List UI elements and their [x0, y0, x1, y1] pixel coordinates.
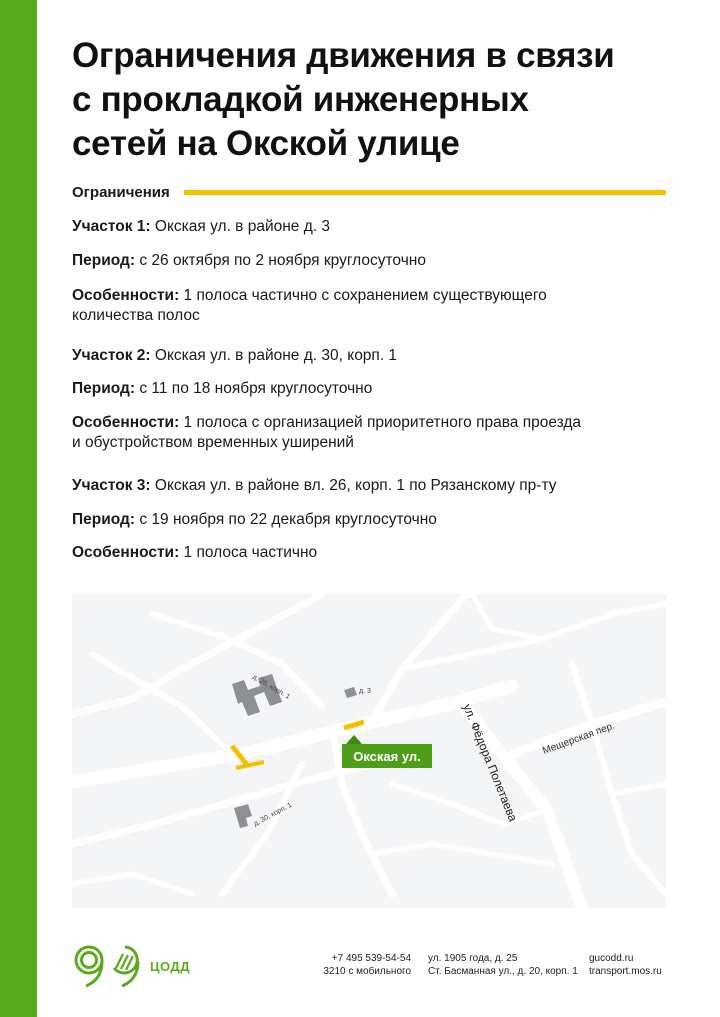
restriction-segment-2-cap — [236, 762, 264, 768]
features-2-line-2: и обустройством временных уширений — [72, 434, 354, 451]
features-2-row — [72, 413, 652, 453]
site-link-1[interactable]: gucodd.ru — [589, 953, 634, 964]
period-3-row — [72, 510, 652, 530]
left-green-stripe — [0, 0, 37, 1017]
map-labels — [251, 674, 616, 828]
codd-logo — [72, 944, 190, 988]
building-3-label: д. 3 — [359, 688, 371, 695]
features-3-row — [72, 543, 652, 563]
features-1-line-1: 1 полоса частично с сохранением существующего — [183, 287, 547, 304]
features-2-label: Особенности: — [72, 414, 180, 431]
features-1-label: Особенности: — [72, 287, 180, 304]
building-30-label: д. 30, корп. 1 — [252, 801, 294, 828]
segment-1-value: Окская ул. в районе д. 3 — [154, 218, 331, 235]
logo-nine-icon — [72, 944, 108, 988]
segment-2-value: Окская ул. в районе д. 30, корп. 1 — [154, 347, 398, 364]
address-line-2: Ст. Басманная ул., д. 20, корп. 1 — [428, 966, 578, 977]
features-3-label: Особенности: — [72, 544, 180, 561]
period-3-label: Период: — [72, 511, 136, 528]
period-1-label: Период: — [72, 252, 136, 269]
features-2-line-1: 1 полоса с организацией приоритетного права проезда — [183, 414, 582, 431]
period-2-label: Период: — [72, 380, 136, 397]
site-link-2[interactable]: transport.mos.ru — [589, 966, 662, 977]
section-label: Ограничения — [72, 184, 170, 201]
okskaya-road — [72, 686, 512, 782]
tag-pointer — [346, 735, 362, 744]
footer-phone — [321, 952, 411, 978]
features-3-line-1: 1 полоса частично — [183, 544, 318, 561]
poletaeva-label: ул. Фёдора Полетаева — [460, 701, 521, 824]
period-2-row — [72, 379, 652, 399]
segment-3-row — [72, 476, 652, 496]
building-30-shape — [234, 804, 252, 828]
period-2-value: с 11 по 18 ноября круглосуточно — [139, 380, 373, 397]
title-line-1: Ограничения движения в связи — [72, 36, 615, 75]
features-1-row — [72, 286, 652, 326]
period-1-row — [72, 251, 652, 271]
phone-line-2: 3210 с мобильного — [323, 966, 411, 977]
footer-sites — [589, 952, 662, 978]
street-map — [72, 594, 666, 908]
section-rule — [184, 190, 666, 195]
period-1-value: с 26 октября по 2 ноября круглосуточно — [139, 252, 426, 269]
segment-2-label: Участок 2: — [72, 347, 151, 364]
footer — [0, 940, 720, 1000]
footer-address — [428, 952, 578, 978]
segment-1-row — [72, 217, 652, 237]
page-title — [72, 34, 692, 166]
map-canvas — [72, 594, 666, 908]
okskaya-street-tag — [342, 735, 432, 768]
okskaya-label: Окская ул. — [353, 749, 421, 764]
section-header — [72, 184, 666, 201]
address-line-1: ул. 1905 года, д. 25 — [428, 953, 518, 964]
segment-1-label: Участок 1: — [72, 218, 151, 235]
period-3-value: с 19 ноября по 22 декабря круглосуточно — [139, 511, 437, 528]
features-1-line-2: количества полос — [72, 307, 200, 324]
mesherskaya-label: Мещерская пер. — [541, 720, 617, 757]
title-line-2: с прокладкой инженерных — [72, 80, 529, 119]
phone-line-1: +7 495 539-54-54 — [331, 953, 411, 964]
logo-road-icon — [108, 944, 144, 988]
building-26-label: д. 26, корп. 1 — [251, 673, 292, 701]
segment-3-label: Участок 3: — [72, 477, 151, 494]
logo-text: ЦОДД — [150, 958, 190, 974]
segment-2-row — [72, 346, 652, 366]
building-3-shape — [344, 687, 357, 698]
segment-3-value: Окская ул. в районе вл. 26, корп. 1 по Рязанскому пр-ту — [154, 477, 557, 494]
title-line-3: сетей на Окской улице — [72, 124, 460, 163]
